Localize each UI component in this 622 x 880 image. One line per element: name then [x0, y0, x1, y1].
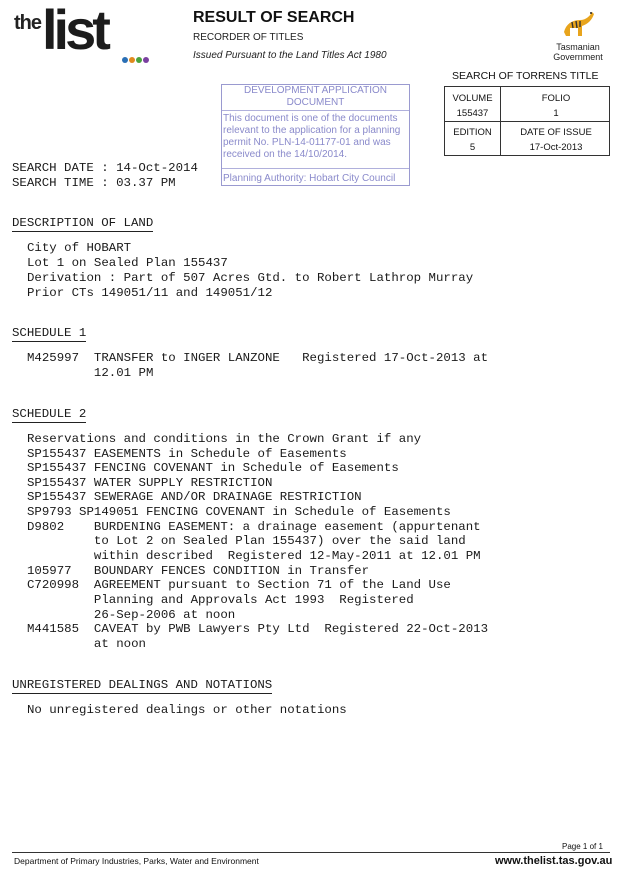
schedule-2-line: M441585 CAVEAT by PWB Lawyers Pty Ltd Registered 22-Oct-2013 — [27, 622, 489, 636]
stamp-body-line: This document is one of the documents — [223, 113, 398, 124]
description-of-land-heading: DESCRIPTION OF LAND — [12, 216, 154, 230]
description-line: Lot 1 on Sealed Plan 155437 — [27, 256, 228, 270]
schedule-1-line: M425997 TRANSFER to INGER LANZONE Registered 17-Oct-2013 at — [27, 351, 489, 365]
search-date: SEARCH DATE : 14-Oct-2014 — [12, 161, 198, 175]
issued-pursuant-text: Issued Pursuant to the Land Titles Act 1980 — [193, 50, 387, 61]
schedule-2-line: 105977 BOUNDARY FENCES CONDITION in Transfer — [27, 564, 370, 578]
thelist-logo — [12, 0, 152, 62]
description-line: Derivation : Part of 507 Acres Gtd. to Robert Lathrop Murray — [27, 271, 474, 285]
stamp-authority: Planning Authority: Hobart City Council — [223, 173, 396, 184]
stamp-body-line: permit No. PLN-14-01177-01 and was — [223, 137, 391, 148]
logo-dot — [129, 57, 135, 63]
page-number: Page 1 of 1 — [562, 842, 603, 851]
edition-label: EDITION — [453, 127, 492, 138]
volume-value: 155437 — [456, 108, 489, 119]
stamp-body-line: received on the 14/10/2014. — [223, 149, 347, 160]
schedule-2-line: SP155437 EASEMENTS in Schedule of Easements — [27, 447, 347, 461]
logo-dot — [143, 57, 149, 63]
tasmanian-government-logo — [543, 6, 613, 64]
search-of-torrens-title-label: SEARCH OF TORRENS TITLE — [452, 70, 599, 82]
footer-url-link[interactable]: www.thelist.tas.gov.au — [495, 855, 613, 867]
unregistered-line: No unregistered dealings or other notations — [27, 703, 347, 717]
folio-value: 1 — [553, 108, 559, 119]
title-details-box — [444, 86, 610, 156]
folio-label: FOLIO — [541, 93, 571, 104]
logo-list-text: list — [42, 0, 107, 61]
schedule-2-line: 26-Sep-2006 at noon — [27, 608, 236, 622]
search-time: SEARCH TIME : 03.37 PM — [12, 176, 176, 190]
description-line: City of HOBART — [27, 241, 132, 255]
footer-divider — [12, 852, 610, 853]
development-application-stamp — [221, 84, 410, 186]
tasmanian-tiger-icon — [558, 6, 598, 42]
gov-line2: Government — [553, 52, 603, 62]
logo-dots — [122, 50, 150, 68]
footer-department: Department of Primary Industries, Parks, Water and Environment — [14, 856, 259, 866]
logo-dot — [136, 57, 142, 63]
schedule-2-line: SP9793 SP149051 FENCING COVENANT in Schedule of Easements — [27, 505, 451, 519]
document-title: RESULT OF SEARCH — [193, 9, 355, 26]
stamp-body-line: relevant to the application for a planning — [223, 125, 401, 136]
logo-dot — [122, 57, 128, 63]
stamp-heading-line2: DOCUMENT — [286, 97, 345, 108]
schedule-1-heading: SCHEDULE 1 — [12, 326, 87, 340]
schedule-2-line: D9802 BURDENING EASEMENT: a drainage easement (appurtenant — [27, 520, 481, 534]
schedule-2-line: to Lot 2 on Sealed Plan 155437) over the said land — [27, 534, 466, 548]
logo-the-text: the — [14, 12, 41, 34]
schedule-2-line: within described Registered 12-May-2011 at 12.01 PM — [27, 549, 481, 563]
volume-label: VOLUME — [452, 93, 493, 104]
description-line: Prior CTs 149051/11 and 149051/12 — [27, 286, 273, 300]
edition-value: 5 — [469, 142, 476, 153]
unregistered-dealings-heading: UNREGISTERED DEALINGS AND NOTATIONS — [12, 678, 273, 692]
schedule-2-line: at noon — [27, 637, 146, 651]
schedule-2-line: SP155437 FENCING COVENANT in Schedule of Easements — [27, 461, 399, 475]
stamp-body — [223, 113, 409, 161]
gov-line1: Tasmanian — [556, 42, 600, 52]
date-of-issue-value: 17-Oct-2013 — [529, 142, 583, 153]
schedule-2-line: C720998 AGREEMENT pursuant to Section 71 of the Land Use — [27, 578, 451, 592]
recorder-label: RECORDER OF TITLES — [193, 32, 304, 43]
schedule-2-heading: SCHEDULE 2 — [12, 407, 87, 421]
schedule-2-line: Planning and Approvals Act 1993 Registered — [27, 593, 414, 607]
schedule-2-line: SP155437 WATER SUPPLY RESTRICTION — [27, 476, 273, 490]
schedule-2-line: SP155437 SEWERAGE AND/OR DRAINAGE RESTRICTION — [27, 490, 362, 504]
stamp-heading-line1: DEVELOPMENT APPLICATION — [243, 85, 387, 96]
date-of-issue-label: DATE OF ISSUE — [520, 127, 592, 138]
schedule-1-line: 12.01 PM — [27, 366, 154, 380]
schedule-2-line: Reservations and conditions in the Crown Grant if any — [27, 432, 422, 446]
